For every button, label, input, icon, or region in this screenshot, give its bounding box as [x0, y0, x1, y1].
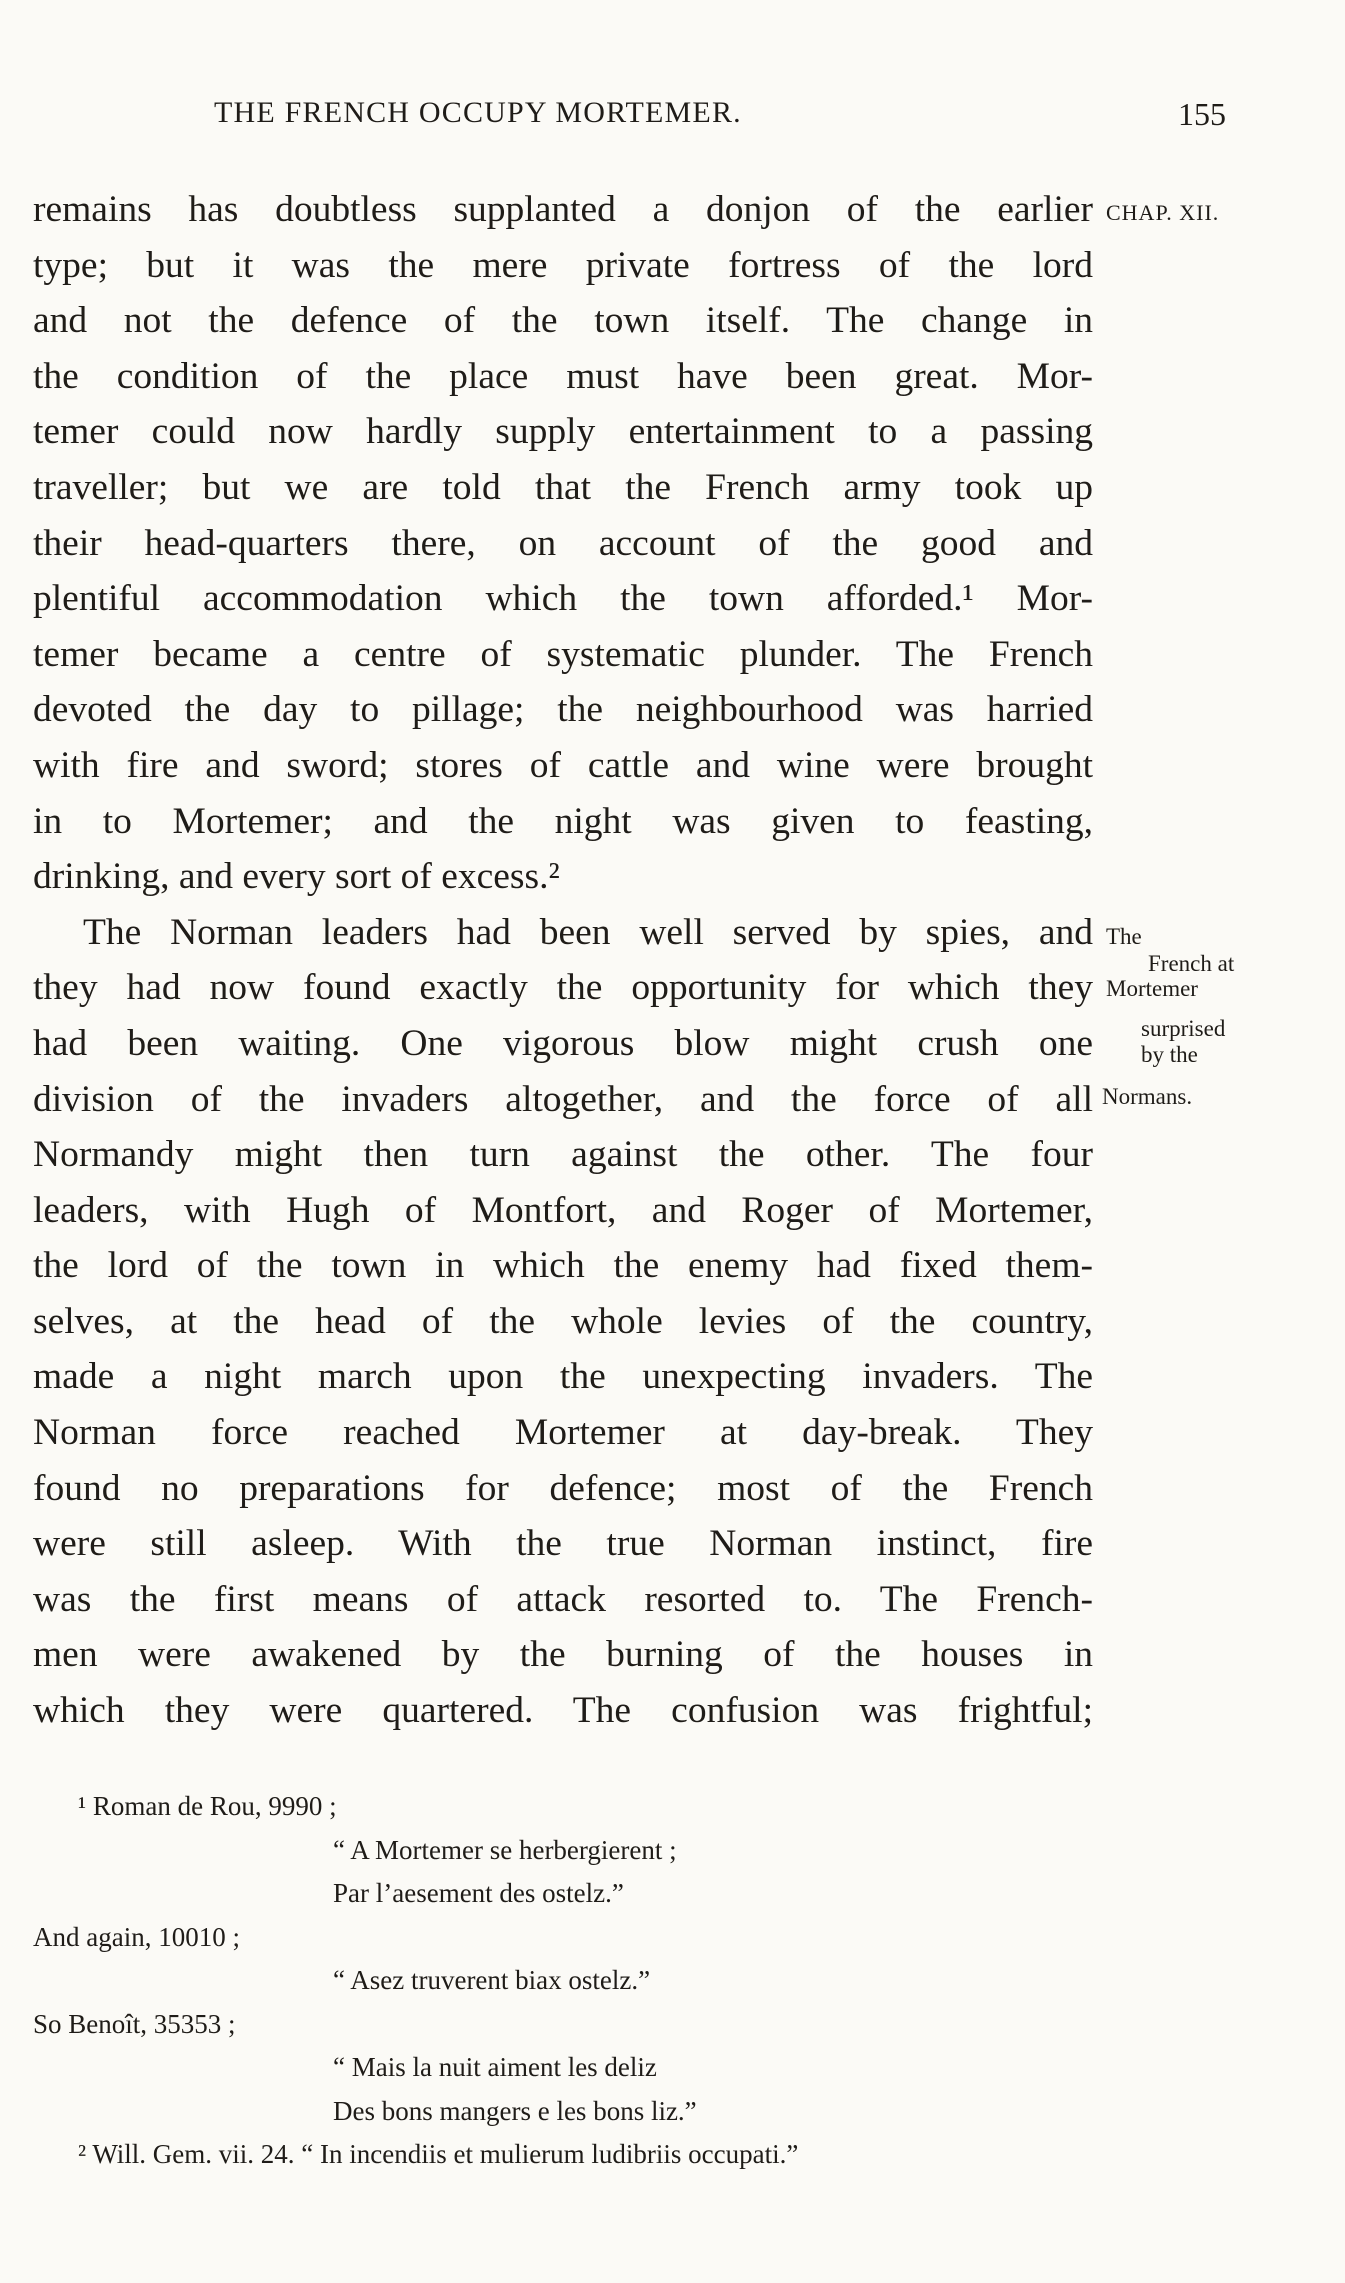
page-number: 155	[1178, 96, 1226, 132]
sidenote-line: surprised	[1141, 1016, 1226, 1041]
body-text	[33, 182, 1093, 1739]
footnote-line: And again, 10010 ;	[33, 1921, 240, 1952]
body-line: made a night march upon the unexpecting invaders. The	[33, 1356, 1093, 1398]
body-line: was the first means of attack resorted to. The French-	[33, 1578, 1093, 1620]
sidenote-line: The	[1106, 924, 1142, 949]
body-line: they had now found exactly the opportunity for which they	[33, 967, 1093, 1009]
footnote-line: “ Mais la nuit aiment les deliz	[333, 2052, 657, 2082]
footnote-line: “ A Mortemer se herbergierent ;	[333, 1834, 677, 1865]
body-line: in to Mortemer; and the night was given to feasting,	[33, 800, 1093, 842]
body-line: traveller; but we are told that the French army took up	[33, 466, 1093, 508]
sidenote-line: Mortemer	[1106, 976, 1198, 1001]
footnote-line: Par l’aesement des ostelz.”	[333, 1878, 624, 1908]
body-line: Norman force reached Mortemer at day-break. They	[33, 1412, 1093, 1454]
body-line: men were awakened by the burning of the houses in	[33, 1634, 1093, 1676]
footnotes	[33, 1785, 1093, 2177]
footnote-line: Des bons mangers e les bons liz.”	[333, 2095, 697, 2126]
footnote-line: ¹ Roman de Rou, 9990 ;	[78, 1791, 337, 1821]
sidenote-line: Normans.	[1102, 1084, 1193, 1109]
body-line: plentiful accommodation which the town afforded.¹ Mor-	[33, 578, 1093, 620]
body-line: selves, at the head of the whole levies of the country,	[33, 1300, 1093, 1342]
body-line: leaders, with Hugh of Montfort, and Roger of Mortemer,	[33, 1189, 1093, 1231]
body-line: had been waiting. One vigorous blow might crush one	[33, 1022, 1093, 1064]
running-title: THE FRENCH OCCUPY MORTEMER.	[214, 96, 742, 129]
body-line: drinking, and every sort of excess.²	[33, 856, 560, 898]
chapter-marker: CHAP. XII.	[1106, 200, 1220, 225]
footnote-line: So Benoît, 35353 ;	[33, 2008, 236, 2039]
body-line: Normandy might then turn against the other. The four	[33, 1134, 1093, 1176]
body-line: the condition of the place must have been great. Mor-	[33, 355, 1093, 397]
body-line: were still asleep. With the true Norman instinct, fire	[33, 1523, 1093, 1565]
body-line: with fire and sword; stores of cattle and wine were brought	[33, 744, 1093, 786]
body-line: type; but it was the mere private fortress of the lord	[33, 244, 1093, 286]
body-line: their head-quarters there, on account of the good and	[33, 522, 1093, 564]
body-line: temer could now hardly supply entertainment to a passing	[33, 411, 1093, 453]
body-line: found no preparations for defence; most of the French	[33, 1467, 1093, 1509]
body-line: and not the defence of the town itself. The change in	[33, 300, 1093, 342]
footnote-line: ² Will. Gem. vii. 24. “ In incendiis et mulierum ludibriis occupati.”	[78, 2139, 799, 2169]
body-line: which they were quartered. The confusion was frightful;	[33, 1690, 1093, 1732]
sidenote-line: by the	[1141, 1042, 1198, 1067]
body-line: division of the invaders altogether, and the force of all	[33, 1078, 1093, 1120]
footnote-line: “ Asez truverent biax ostelz.”	[333, 1965, 651, 1995]
body-line: temer became a centre of systematic plunder. The French	[33, 633, 1093, 675]
body-line: the lord of the town in which the enemy had fixed them-	[33, 1245, 1093, 1287]
sidenote-line: French at	[1148, 951, 1235, 976]
body-line: devoted the day to pillage; the neighbourhood was harried	[33, 689, 1093, 731]
body-line: The Norman leaders had been well served by spies, and	[83, 911, 1093, 953]
body-line: remains has doubtless supplanted a donjon of the earlier	[33, 189, 1093, 230]
